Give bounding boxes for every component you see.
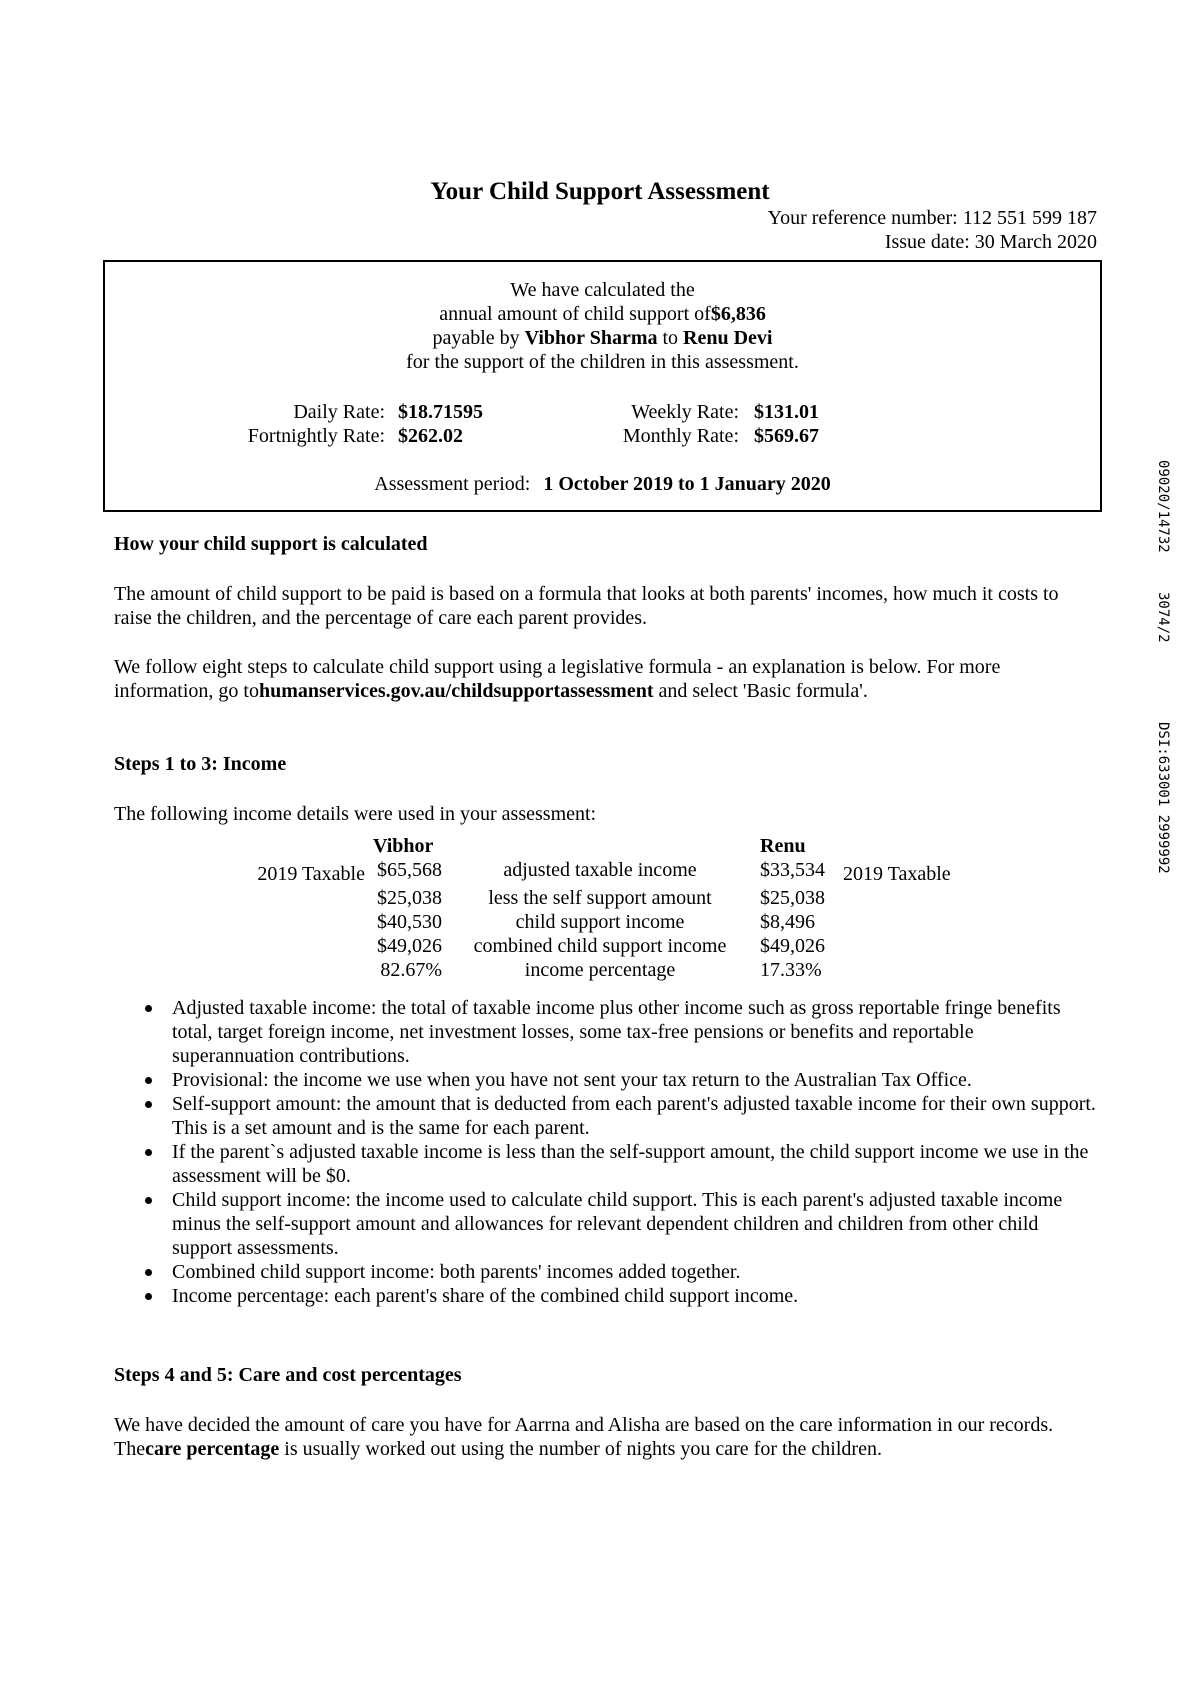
- list-item: [140, 1260, 1100, 1284]
- table-cell-a: 82.67%: [380, 959, 442, 981]
- annual-amount: $6,836: [710, 303, 766, 325]
- care-percentage-term: care percentage: [145, 1438, 280, 1460]
- bullet-icon: [145, 1077, 152, 1084]
- monthly-rate-value: $569.67: [754, 425, 819, 447]
- list-item: [140, 1284, 1100, 1308]
- summary-line-3: [105, 326, 1100, 350]
- income-definitions-list: [140, 996, 1100, 1308]
- daily-rate-value: $18.71595: [398, 401, 483, 423]
- care-para-text: We have decided the amount of care you have for Aarrna and Alisha are based on the care information in our records. The: [114, 1414, 1054, 1460]
- reference-block: [768, 206, 1097, 254]
- table-cell-b: $49,026: [760, 935, 825, 957]
- list-item: [140, 996, 1100, 1068]
- margin-code-3: DSI:633001 2999992: [1155, 722, 1171, 874]
- bullet-icon: [145, 1197, 152, 1204]
- care-para-suffix: is usually worked out using the number of nights you care for the children.: [279, 1438, 882, 1460]
- care-heading: Steps 4 and 5: Care and cost percentages: [114, 1364, 462, 1386]
- list-item-text: Child support income: the income used to calculate child support. This is each parent's adjusted taxable income minus the self-support amount and allowances for relevant dependent children and children from other child support assessments.: [172, 1189, 1063, 1259]
- list-item-text: Adjusted taxable income: the total of taxable income plus other income such as gross reportable fringe benefits total, target foreign income, net investment losses, some tax-free pensions or benefits and reportable superannuation contributions.: [172, 997, 1061, 1067]
- para-2-text: We follow eight steps to calculate child support using a legislative formula - an explanation is below. For more information, go to: [114, 656, 1001, 702]
- table-cell-b: 17.33%: [760, 959, 822, 981]
- list-item-text: Self-support amount: the amount that is deducted from each parent's adjusted taxable income for their own support. This is a set amount and is the same for each parent.: [172, 1093, 1096, 1139]
- table-row-label: adjusted taxable income: [503, 859, 697, 881]
- humanservices-link[interactable]: humanservices.gov.au/childsupportassessment: [258, 680, 654, 702]
- how-calculated-para-1: The amount of child support to be paid is based on a formula that looks at both parents' incomes, how much it costs to raise the children, and the percentage of care each parent provides.: [114, 583, 1059, 629]
- list-item-text: If the parent`s adjusted taxable income is less than the self-support amount, the child support income we use in the assessment will be $0.: [172, 1141, 1089, 1187]
- para-2-suffix: and select 'Basic formula'.: [653, 680, 868, 702]
- bullet-icon: [145, 1293, 152, 1300]
- table-cell-b: $25,038: [760, 887, 825, 909]
- row-a-note: 2019 Taxable: [257, 863, 365, 885]
- fortnightly-rate: [165, 424, 515, 448]
- summary-line-2: [105, 302, 1100, 326]
- table-cell-a: $65,568: [377, 859, 442, 881]
- table-row-label: child support income: [515, 911, 685, 933]
- care-para: [114, 1413, 1094, 1461]
- table-cell-a: $40,530: [377, 911, 442, 933]
- payer-name: Vibhor Sharma: [524, 327, 658, 349]
- assessment-period-label: Assessment period:: [374, 473, 531, 495]
- list-item: [140, 1092, 1100, 1140]
- payee-name: Renu Devi: [683, 327, 773, 349]
- list-item: [140, 1188, 1100, 1260]
- table-row-label: combined child support income: [473, 935, 727, 957]
- table-cell-b: $33,534: [760, 859, 825, 881]
- list-item: [140, 1068, 1100, 1092]
- table-row-label: less the self support amount: [488, 887, 712, 909]
- table-cell-a: $25,038: [377, 887, 442, 909]
- summary-line-3-mid: to: [657, 327, 684, 349]
- assessment-period: [105, 472, 1100, 496]
- summary-line-3-prefix: payable by: [432, 327, 525, 349]
- summary-line-1: We have calculated the: [510, 279, 695, 301]
- margin-code-1: 09020/14732: [1155, 460, 1171, 553]
- bullet-icon: [145, 1101, 152, 1108]
- summary-line-4: for the support of the children in this assessment.: [406, 351, 799, 373]
- weekly-rate-label: Weekly Rate:: [631, 401, 739, 423]
- parent-b-header: Renu: [760, 835, 806, 857]
- monthly-rate: [585, 424, 935, 448]
- bullet-icon: [145, 1269, 152, 1276]
- how-calculated-heading: How your child support is calculated: [114, 533, 428, 555]
- weekly-rate: [585, 400, 935, 424]
- income-intro: The following income details were used in your assessment:: [114, 803, 597, 825]
- assessment-summary-box: [103, 260, 1102, 512]
- summary-line-2-text: annual amount of child support of: [439, 303, 711, 325]
- how-calculated-para-2: [114, 655, 1094, 703]
- income-heading: Steps 1 to 3: Income: [114, 753, 287, 775]
- daily-rate-label: Daily Rate:: [293, 401, 385, 423]
- list-item-text: Income percentage: each parent's share of the combined child support income.: [172, 1285, 799, 1307]
- fortnightly-rate-value: $262.02: [398, 425, 463, 447]
- daily-rate: [165, 400, 515, 424]
- list-item-text: Provisional: the income we use when you have not sent your tax return to the Australian Tax Office.: [172, 1069, 972, 1091]
- list-item: [140, 1140, 1100, 1188]
- list-item-text: Combined child support income: both parents' incomes added together.: [172, 1261, 741, 1283]
- parent-a-header: Vibhor: [373, 835, 434, 857]
- monthly-rate-label: Monthly Rate:: [622, 425, 739, 447]
- table-row-label: income percentage: [524, 959, 676, 981]
- bullet-icon: [145, 1149, 152, 1156]
- page-title: Your Child Support Assessment: [430, 178, 770, 205]
- weekly-rate-value: $131.01: [754, 401, 819, 423]
- bullet-icon: [145, 1005, 152, 1012]
- table-cell-b: $8,496: [760, 911, 815, 933]
- row-b-note: 2019 Taxable: [843, 863, 951, 885]
- reference-number: Your reference number: 112 551 599 187: [767, 207, 1097, 229]
- table-cell-a: $49,026: [377, 935, 442, 957]
- fortnightly-rate-label: Fortnightly Rate:: [247, 425, 385, 447]
- issue-date: Issue date: 30 March 2020: [884, 231, 1097, 253]
- margin-code-2: 3074/2: [1155, 592, 1171, 643]
- assessment-period-value: 1 October 2019 to 1 January 2020: [543, 473, 831, 495]
